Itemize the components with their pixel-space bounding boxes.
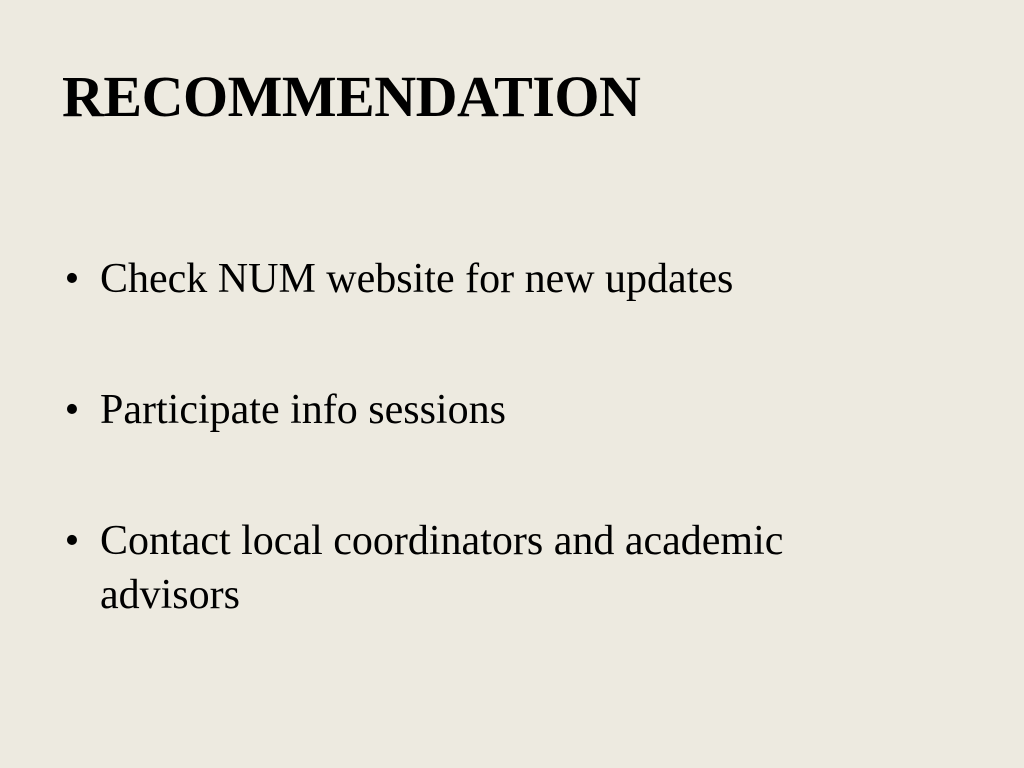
bullet-dot-icon: • xyxy=(64,256,80,302)
bullet-item-check-website xyxy=(58,252,958,306)
bullet-list xyxy=(58,252,958,622)
bullet-item-contact-coordinators xyxy=(58,514,958,622)
bullet-dot-icon: • xyxy=(64,518,80,564)
bullet-dot-icon: • xyxy=(64,387,80,433)
bullet-text: Check NUM website for new updates xyxy=(100,256,734,302)
bullet-item-info-sessions xyxy=(58,383,958,437)
bullet-text: Contact local coordinators and academic advisors xyxy=(100,518,784,618)
slide-title: RECOMMENDATION xyxy=(62,64,641,129)
bullet-text: Participate info sessions xyxy=(100,387,506,433)
